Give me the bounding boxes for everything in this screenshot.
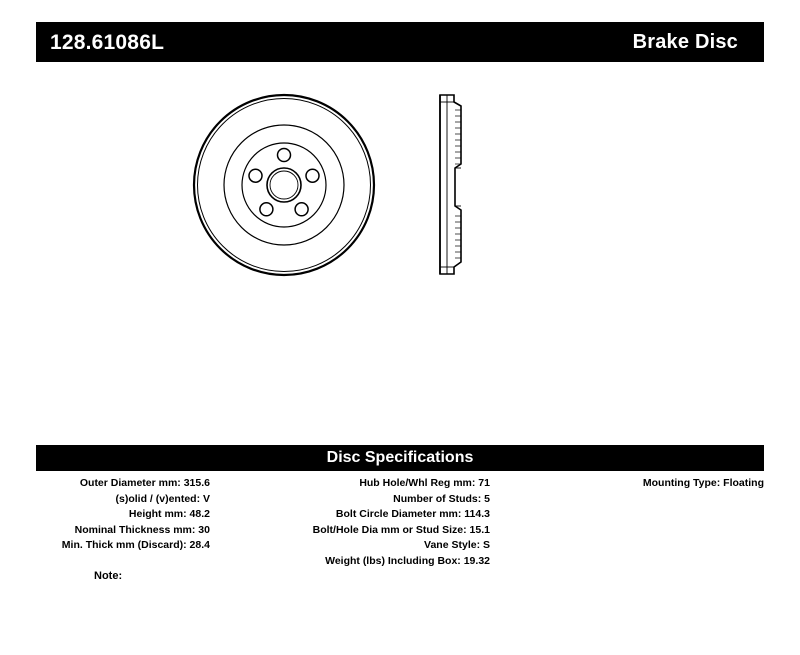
rotor-face-view bbox=[194, 95, 374, 275]
header-bar bbox=[36, 22, 764, 62]
spec-column-dimensions bbox=[36, 476, 210, 554]
spec-column-hub bbox=[210, 476, 490, 569]
spec-column-mounting bbox=[490, 476, 764, 492]
specifications-table bbox=[36, 476, 764, 569]
technical-drawing bbox=[36, 80, 764, 420]
part-number: 128.61086L bbox=[50, 30, 165, 54]
disc-specifications-title: Disc Specifications bbox=[326, 449, 474, 466]
spec-nominal-thickness: Nominal Thickness mm: 30 bbox=[74, 523, 210, 536]
spec-outer-diameter: Outer Diameter mm: 315.6 bbox=[79, 477, 210, 489]
spec-bolt-hole-dia: Bolt/Hole Dia mm or Stud Size: 15.1 bbox=[312, 523, 490, 536]
spec-number-of-studs: Number of Studs: 5 bbox=[393, 492, 490, 505]
spec-min-thickness: Min. Thick mm (Discard): 28.4 bbox=[61, 539, 210, 551]
spec-hub-hole: Hub Hole/Whl Reg mm: 71 bbox=[359, 477, 490, 489]
spec-mounting-type: Mounting Type: Floating bbox=[642, 477, 764, 489]
product-type-label: Brake Disc bbox=[632, 31, 738, 53]
spec-vane-style: Vane Style: S bbox=[424, 539, 490, 551]
disc-specifications-bar bbox=[36, 445, 764, 471]
spec-weight: Weight (lbs) Including Box: 19.32 bbox=[325, 554, 490, 567]
spec-height: Height mm: 48.2 bbox=[128, 508, 210, 520]
rotor-edge-view bbox=[440, 95, 461, 274]
note-row bbox=[36, 570, 764, 582]
note-label: Note: bbox=[94, 570, 123, 582]
spec-solid-vented: (s)olid / (v)ented: V bbox=[115, 492, 210, 505]
spec-bolt-circle-diameter: Bolt Circle Diameter mm: 114.3 bbox=[335, 508, 490, 520]
